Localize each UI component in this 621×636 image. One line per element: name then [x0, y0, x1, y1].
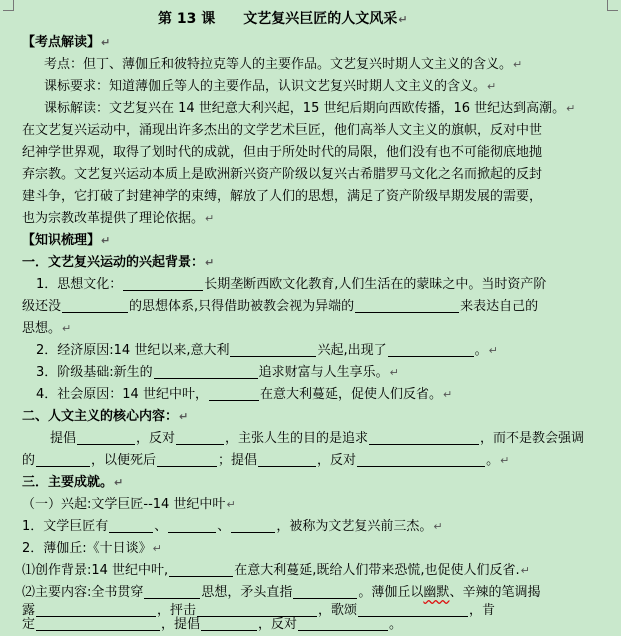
heading-achievements: 三．主要成就。↵	[22, 475, 124, 490]
fill-blank[interactable]	[298, 616, 388, 631]
item-thought-culture: 1．思想文化： 长期垄断西欧文化教育,人们生活在的蒙昧之中。当时资产阶	[36, 277, 547, 292]
heading-background: 一．文艺复兴运动的兴起背景：↵	[22, 255, 215, 270]
item-class-basis: 3．阶级基础:新生的 追求财富与人生享乐。↵	[36, 365, 399, 380]
page-corner-mark-left	[3, 0, 14, 11]
achievement-rise: （一）兴起:文学巨匠--14 世纪中叶↵	[22, 497, 236, 512]
fill-blank[interactable]	[168, 518, 216, 533]
fill-blank[interactable]	[231, 518, 275, 533]
fill-blank[interactable]	[144, 584, 200, 599]
decameron-content: ⑵主要内容:全书贯穿 思想，矛头直指 。薄伽丘以幽默、辛辣的笔调揭	[22, 585, 541, 600]
paragraph-jiedu-line: 在文艺复兴运动中，涌现出许多杰出的文学艺术巨匠，他们高举人文主义的旗帜，反对中世	[22, 123, 543, 138]
page-corner-mark-right	[607, 0, 618, 11]
paragraph-jiedu-line: 课标解读：文艺复兴在 14 世纪意大利兴起，15 世纪后期向西欧传播，16 世纪达到高潮。↵	[44, 101, 576, 116]
fill-blank[interactable]	[201, 616, 257, 631]
fill-blank[interactable]	[355, 298, 459, 313]
paragraph-jiedu-line: 建斗争，它打破了封建神学的束缚，解放了人们的思想，满足了资产阶级早期发展的需要，	[22, 189, 543, 204]
fill-blank[interactable]	[123, 276, 203, 291]
fill-blank[interactable]	[77, 430, 135, 445]
paragraph-biaozhun: 课标要求：知道薄伽丘等人的主要作品，认识文艺复兴时期人文主义的含义。↵	[44, 79, 497, 94]
fill-blank[interactable]	[36, 616, 160, 631]
humanism-line-2: 的 ，以便死后 ；提倡 ，反对 。↵	[22, 453, 510, 468]
fill-blank[interactable]	[109, 518, 153, 533]
fill-blank[interactable]	[169, 562, 233, 577]
heading-humanism: 二、人文主义的核心内容：↵	[22, 409, 189, 424]
paragraph-jiedu-line: 弃宗教。文艺复兴运动本质上是欧洲新兴资产阶级以复兴古希腊罗马文化之名而掀起的反封	[22, 167, 543, 182]
section-heading-shuli: 【知识梳理】↵	[22, 233, 111, 248]
fill-blank[interactable]	[209, 386, 259, 401]
decameron-content-3: 定 ，提倡 ，反对 。	[22, 617, 403, 632]
lesson-number: 第 13 课	[158, 11, 216, 27]
fill-blank[interactable]	[154, 364, 258, 379]
fill-blank[interactable]	[36, 452, 90, 467]
item-thought-culture-cont: 级还没 的思想体系,只得借助被教会视为异端的 来表达自己的	[22, 299, 539, 314]
decameron-background: ⑴创作背景:14 世纪中叶, 在意大利蔓延,既给人们带来恐慌,也促使人们反省.↵	[22, 563, 530, 578]
item-social: 4．社会原因：14 世纪中叶， 在意大利蔓延，促使人们反省。↵	[36, 387, 453, 402]
achievement-masters: 1．文学巨匠有 、 、 ，被称为文艺复兴前三杰。↵	[22, 519, 443, 534]
paragraph-jiedu-line: 纪神学世界观，取得了划时代的成就，但由于所处时代的局限，他们没有也不可能彻底地抛	[22, 145, 543, 160]
humanism-line-1: 提倡 ，反对 ，主张人生的目的是追求 ，而不是教会强调	[50, 431, 585, 446]
fill-blank[interactable]	[388, 342, 474, 357]
achievement-boccaccio: 2．薄伽丘:《十日谈》↵	[22, 541, 162, 556]
paragraph-jiedu-line: 也为宗教改革提供了理论依据。↵	[22, 211, 215, 226]
decameron-content-2: 露 ，抨击 ，歌颂 ，肯	[22, 603, 496, 618]
lesson-name: 文艺复兴巨匠的人文风采	[243, 11, 398, 27]
fill-blank[interactable]	[176, 430, 224, 445]
fill-blank[interactable]	[62, 298, 128, 313]
item-economy: 2．经济原因:14 世纪以来,意大利 兴起,出现了 。↵	[36, 343, 498, 358]
lesson-title: 第 13 课 文艺复兴巨匠的人文风采↵	[158, 11, 408, 27]
fill-blank[interactable]	[230, 342, 316, 357]
paragraph-kaodian: 考点：但丁、薄伽丘和彼特拉克等人的主要作品。文艺复兴时期人文主义的含义。↵	[44, 57, 523, 72]
section-heading-kaodian: 【考点解读】↵	[22, 35, 111, 50]
fill-blank[interactable]	[369, 430, 479, 445]
fill-blank[interactable]	[258, 452, 316, 467]
fill-blank[interactable]	[357, 452, 485, 467]
fill-blank[interactable]	[293, 584, 357, 599]
item-thought-culture-end: 思想。↵	[22, 321, 72, 336]
fill-blank[interactable]	[157, 452, 217, 467]
